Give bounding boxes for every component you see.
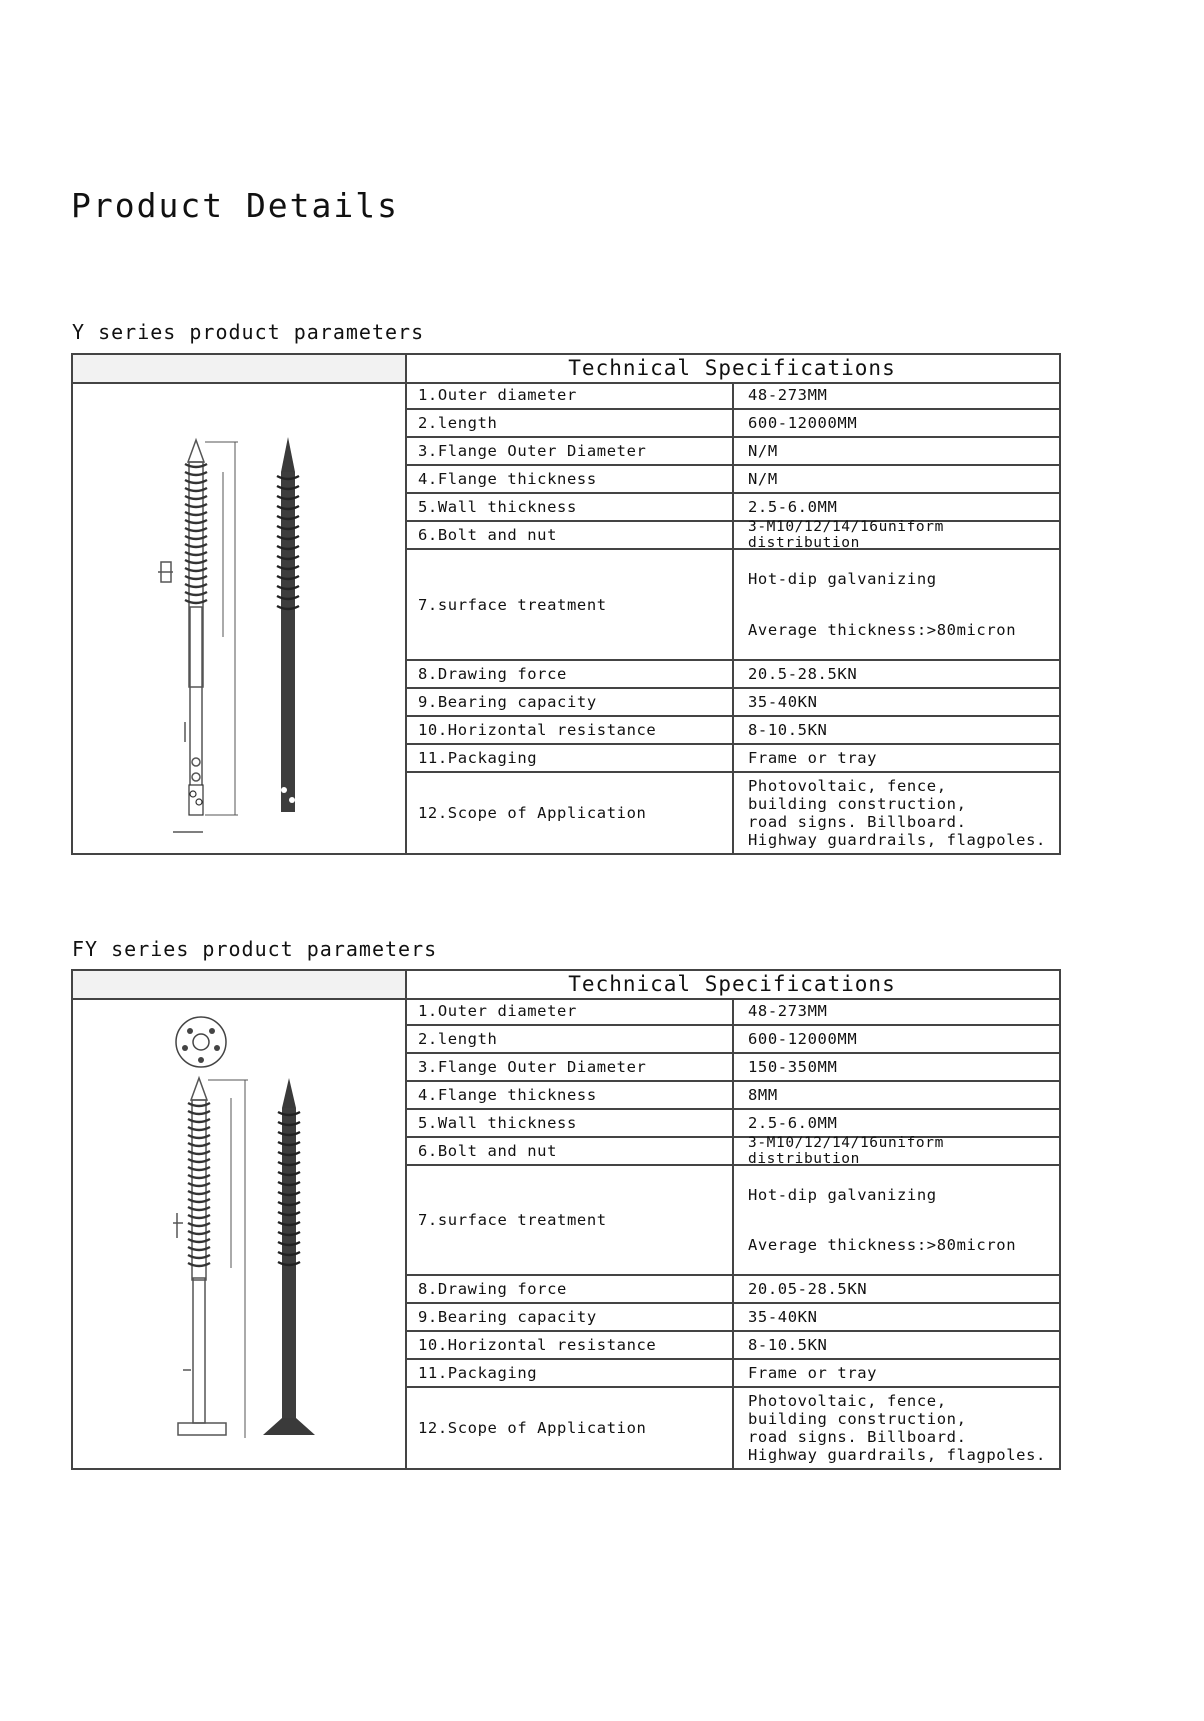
param-value: 20.05-28.5KN [748, 1280, 868, 1298]
param-label: 12.Scope of Application [405, 1388, 734, 1468]
table-row [405, 689, 1059, 717]
value-line: road signs. Billboard. [748, 1428, 967, 1446]
param-label: 9.Bearing capacity [405, 1304, 734, 1330]
table-row [405, 745, 1059, 773]
table-row [405, 1166, 1059, 1276]
param-value: N/M [748, 442, 778, 460]
value-line: Average thickness:>80micron [748, 620, 1017, 639]
table-row [405, 773, 1059, 853]
technical-specifications-header: Technical Specifications [405, 355, 1059, 384]
param-value: 600-12000MM [748, 414, 858, 432]
value-line: Photovoltaic, fence, [748, 1392, 947, 1410]
param-label: 9.Bearing capacity [405, 689, 734, 715]
param-label: 6.Bolt and nut [405, 522, 734, 548]
param-value: N/M [748, 470, 778, 488]
param-value [736, 1166, 1059, 1274]
fy-series-image-cell [73, 971, 407, 1468]
param-value: 20.5-28.5KN [748, 665, 858, 683]
table-row [405, 1360, 1059, 1388]
param-value: Frame or tray [748, 1364, 878, 1382]
param-value: 8-10.5KN [748, 721, 828, 739]
table-row [405, 1110, 1059, 1138]
param-label: 11.Packaging [405, 1360, 734, 1386]
image-header-blank [73, 355, 405, 384]
table-row [405, 1135, 1059, 1167]
param-label: 7.surface treatment [405, 1166, 734, 1274]
table-row [405, 494, 1059, 522]
value-line: road signs. Billboard. [748, 813, 967, 831]
value-line: building construction, [748, 1410, 967, 1428]
table-row [405, 550, 1059, 661]
param-label: 3.Flange Outer Diameter [405, 1054, 734, 1080]
param-label: 1.Outer diameter [405, 382, 734, 408]
param-value [736, 1388, 1059, 1468]
image-header-blank [73, 971, 405, 1000]
param-value: 48-273MM [748, 1002, 828, 1020]
param-value: 3-M10/12/14/16uniform distribution [748, 519, 944, 551]
table-row [405, 438, 1059, 466]
param-label: 4.Flange thickness [405, 1082, 734, 1108]
y-series-image-cell [73, 355, 407, 853]
param-label: 2.length [405, 410, 734, 436]
table-row [405, 466, 1059, 494]
param-value: 2.5-6.0MM [748, 498, 838, 516]
param-label: 12.Scope of Application [405, 773, 734, 853]
table-row [405, 519, 1059, 551]
spec-rows [405, 998, 1059, 1468]
param-value: 8MM [748, 1086, 778, 1104]
technical-specifications-header: Technical Specifications [405, 971, 1059, 1000]
table-row [405, 717, 1059, 745]
value-line: Photovoltaic, fence, [748, 777, 947, 795]
table-row [405, 410, 1059, 438]
value-line: Average thickness:>80micron [748, 1236, 1017, 1254]
table-row [405, 1082, 1059, 1110]
value-line: Hot-dip galvanizing [748, 570, 937, 589]
table-row [405, 1332, 1059, 1360]
table-row [405, 661, 1059, 689]
param-label: 5.Wall thickness [405, 494, 734, 520]
param-label: 3.Flange Outer Diameter [405, 438, 734, 464]
param-label: 6.Bolt and nut [405, 1138, 734, 1164]
value-line: Highway guardrails, flagpoles. [748, 1446, 1046, 1464]
value-line: building construction, [748, 795, 967, 813]
spec-rows [405, 382, 1059, 853]
value-line: Hot-dip galvanizing [748, 1186, 937, 1204]
param-label: 8.Drawing force [405, 661, 734, 687]
param-label: 11.Packaging [405, 745, 734, 771]
table-row [405, 1388, 1059, 1468]
param-label: 10.Horizontal resistance [405, 717, 734, 743]
param-label: 5.Wall thickness [405, 1110, 734, 1136]
param-value: 3-M10/12/14/16uniform distribution [748, 1135, 944, 1167]
param-value: 48-273MM [748, 386, 828, 404]
fy-series-spec-table [71, 969, 1061, 1470]
table-row [405, 1304, 1059, 1332]
param-value [736, 773, 1059, 853]
param-value [736, 550, 1059, 659]
param-label: 8.Drawing force [405, 1276, 734, 1302]
table-row [405, 1054, 1059, 1082]
table-row [405, 998, 1059, 1026]
param-label: 4.Flange thickness [405, 466, 734, 492]
y-series-ground-screw-drawing [73, 382, 403, 853]
y-series-title: Y series product parameters [72, 320, 425, 344]
param-value: 2.5-6.0MM [748, 1114, 838, 1132]
param-value: 35-40KN [748, 1308, 818, 1326]
value-line: Highway guardrails, flagpoles. [748, 831, 1046, 849]
param-label: 2.length [405, 1026, 734, 1052]
param-value: Frame or tray [748, 749, 878, 767]
table-row [405, 1026, 1059, 1054]
table-row [405, 382, 1059, 410]
table-row [405, 1276, 1059, 1304]
param-label: 1.Outer diameter [405, 998, 734, 1024]
param-value: 8-10.5KN [748, 1336, 828, 1354]
param-value: 35-40KN [748, 693, 818, 711]
page-title: Product Details [71, 186, 400, 225]
param-label: 7.surface treatment [405, 550, 734, 659]
param-value: 150-350MM [748, 1058, 838, 1076]
fy-series-title: FY series product parameters [72, 937, 438, 961]
param-value: 600-12000MM [748, 1030, 858, 1048]
y-series-spec-table [71, 353, 1061, 855]
fy-series-ground-screw-drawing [73, 998, 403, 1469]
param-label: 10.Horizontal resistance [405, 1332, 734, 1358]
